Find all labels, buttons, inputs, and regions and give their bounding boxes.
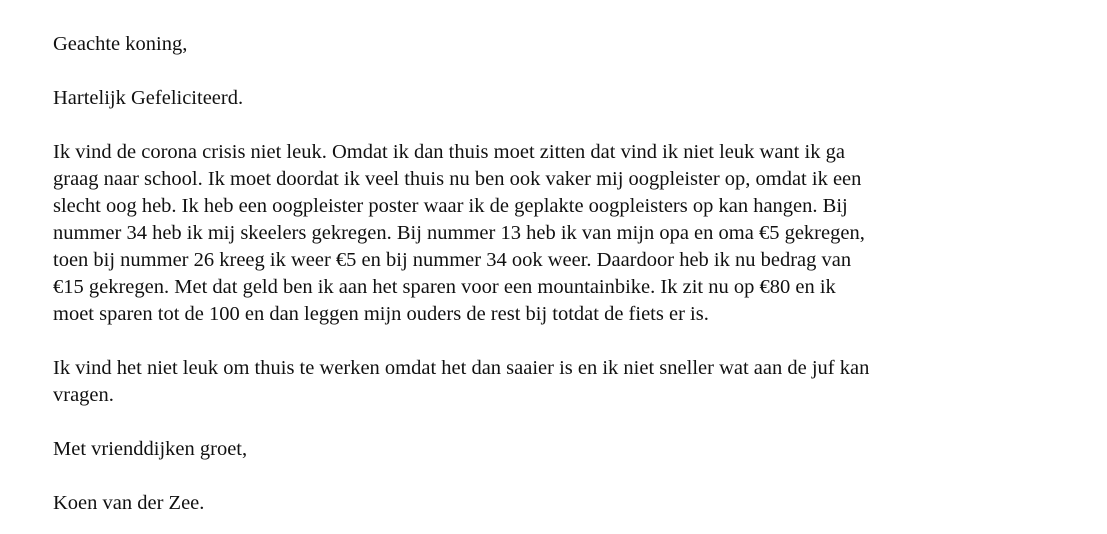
closing: Met vrienddijken groet,: [53, 438, 248, 460]
paragraph-line: graag naar school. Ik moet doordat ik veel thuis nu ben ook vaker mij oogpleister op, omdat ik een: [53, 168, 862, 190]
paragraph-line: vragen.: [53, 384, 114, 406]
letter: [53, 31, 1053, 517]
paragraph-corona: [53, 139, 1053, 328]
signature: Koen van der Zee.: [53, 492, 205, 514]
paragraph-line: €15 gekregen. Met dat geld ben ik aan het sparen voor een mountainbike. Ik zit nu op €80 en ik: [53, 276, 836, 298]
paragraph-line: moet sparen tot de 100 en dan leggen mijn ouders de rest bij totdat de fiets er is.: [53, 303, 709, 325]
paragraph-line: slecht oog heb. Ik heb een oogpleister poster waar ik de geplakte oogpleisters op kan hangen. Bij: [53, 195, 848, 217]
salutation: Geachte koning,: [53, 33, 188, 55]
paragraph-line: toen bij nummer 26 kreeg ik weer €5 en bij nummer 34 ook weer. Daardoor heb ik nu bedrag van: [53, 249, 852, 271]
paragraph-line: Ik vind het niet leuk om thuis te werken omdat het dan saaier is en ik niet sneller wat aan de juf kan: [53, 357, 870, 379]
paragraph-line: nummer 34 heb ik mij skeelers gekregen. Bij nummer 13 heb ik van mijn opa en oma €5 gekregen,: [53, 222, 865, 244]
paragraph-homework: [53, 355, 1053, 409]
congratulations-line: Hartelijk Gefeliciteerd.: [53, 87, 244, 109]
paragraph-line: Ik vind de corona crisis niet leuk. Omdat ik dan thuis moet zitten dat vind ik niet leuk want ik ga: [53, 141, 845, 163]
